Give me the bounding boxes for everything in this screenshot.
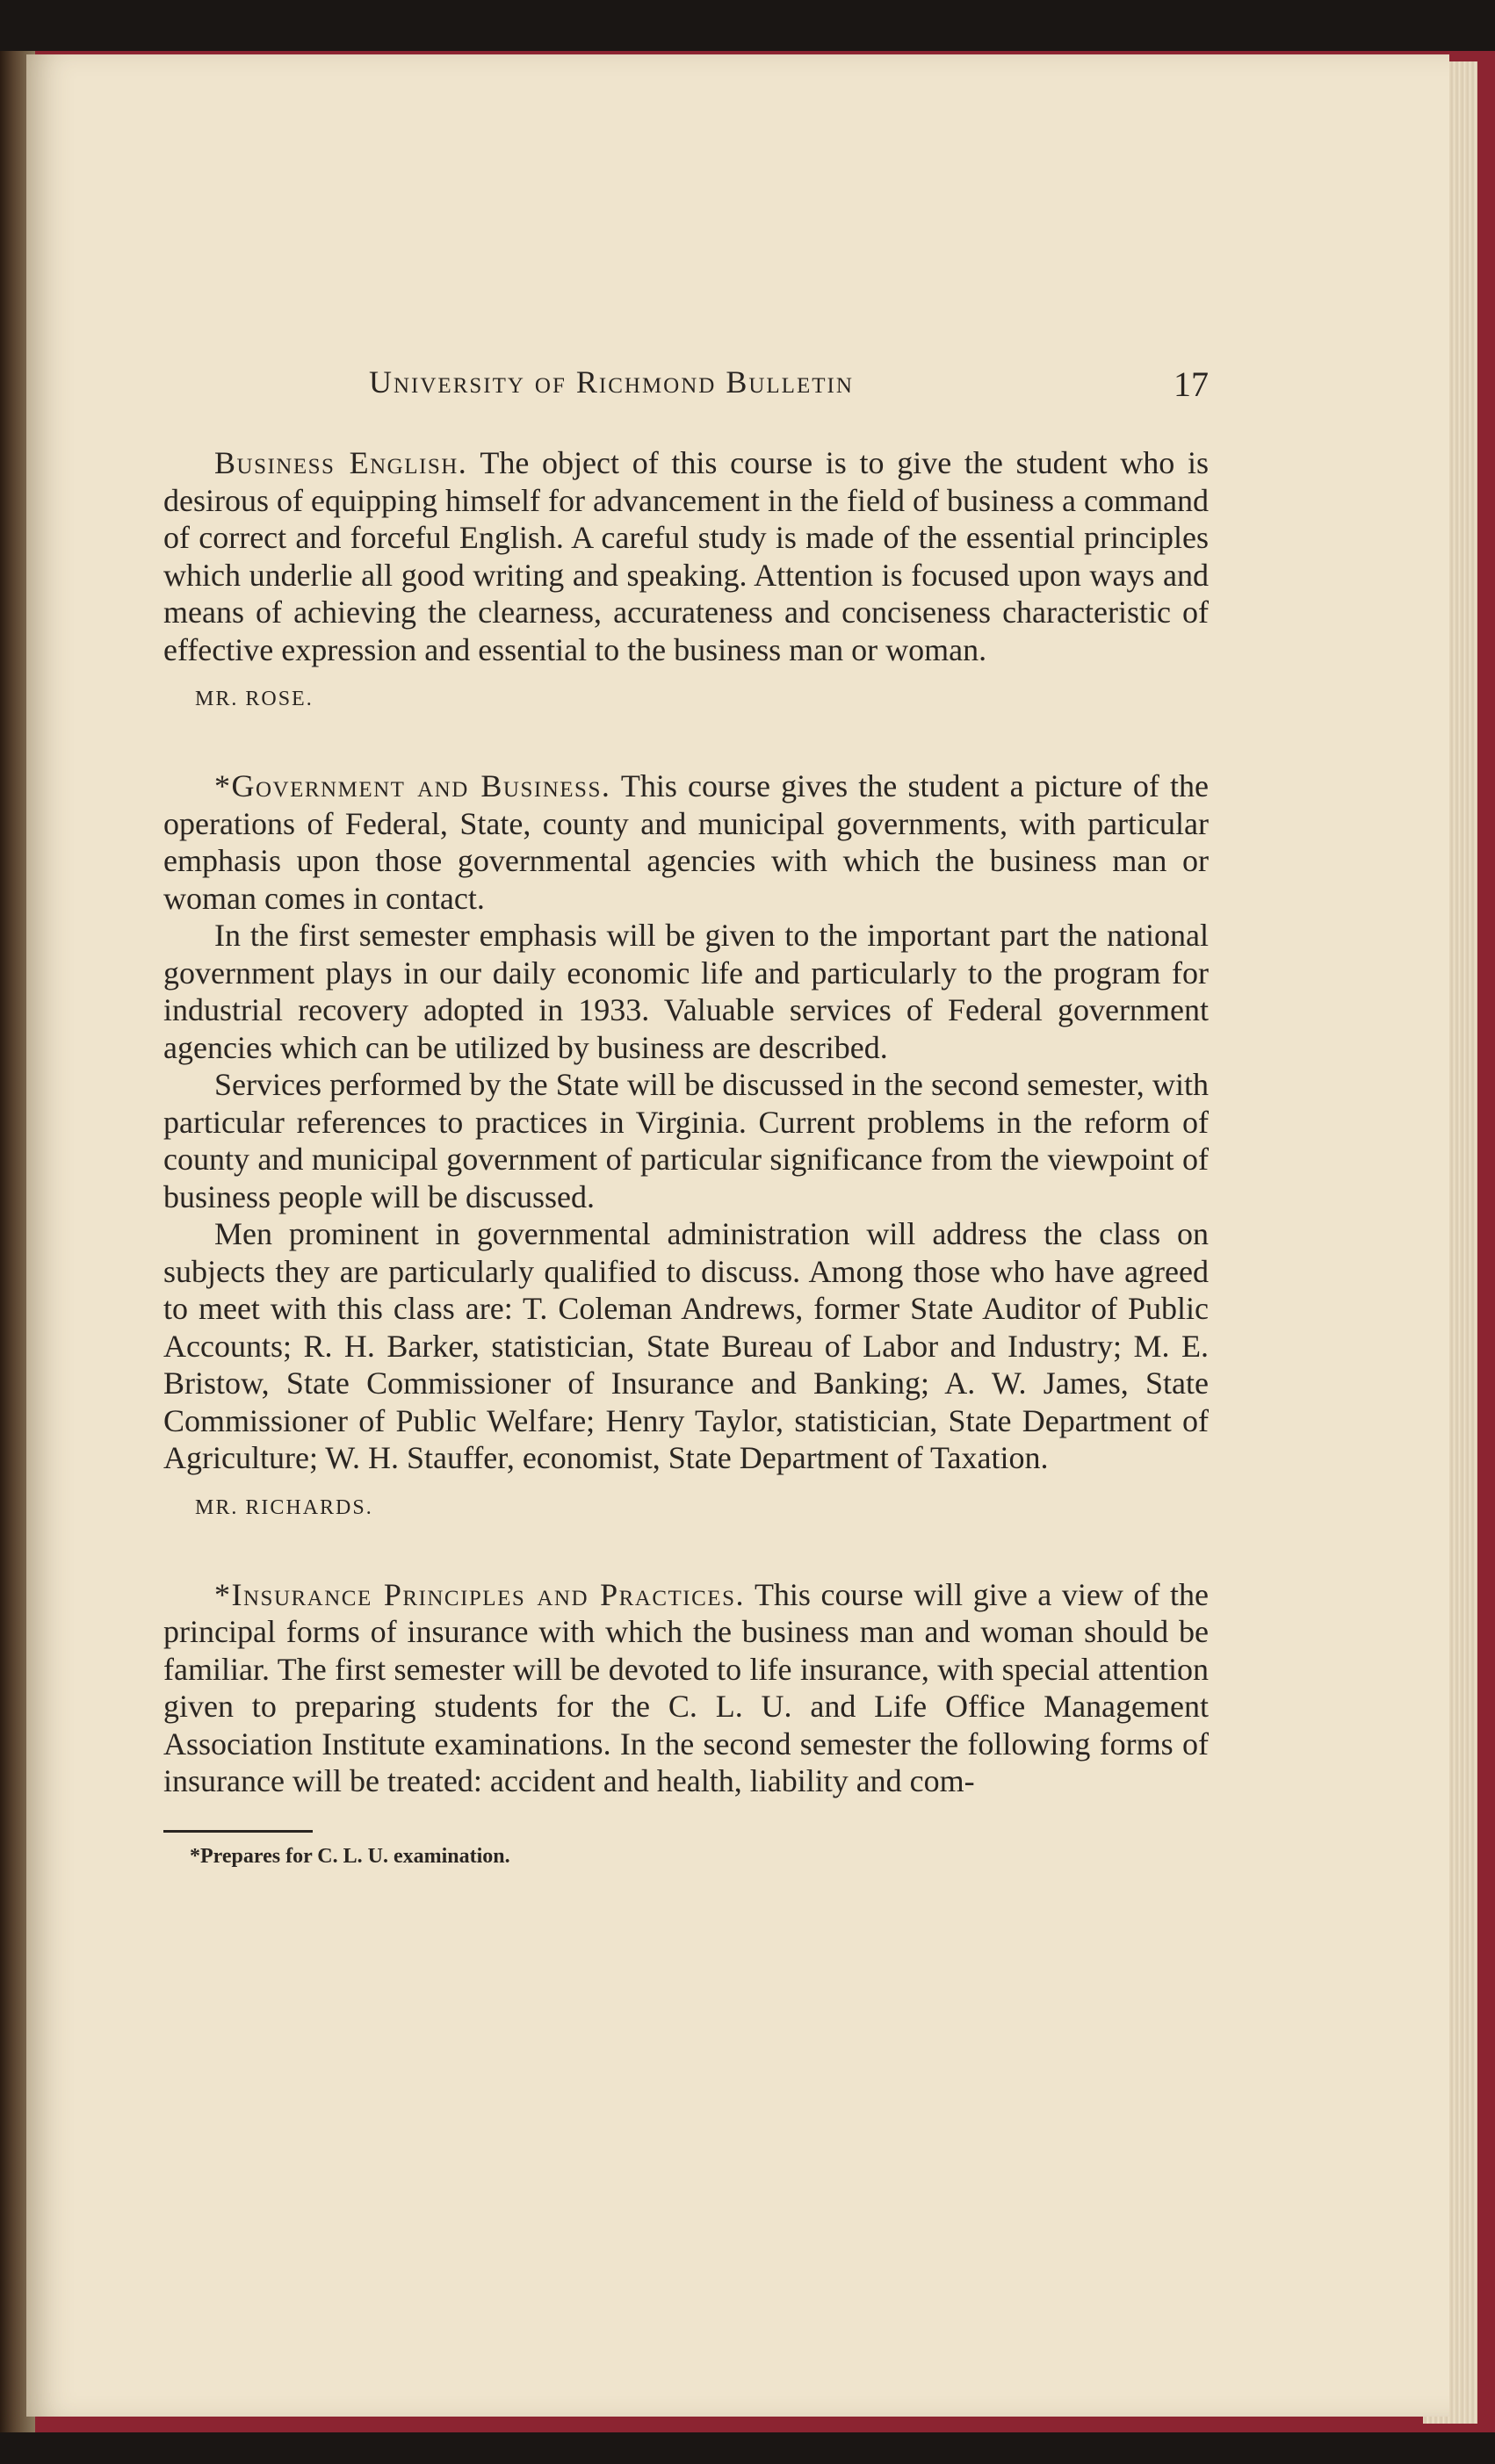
insurance-paragraph-1 xyxy=(163,1576,1209,1800)
course-description: The object of this course is to give the student who is desirous of equipping himself for advancement in the field of business a command of correct and forceful English. A careful study is made of the essential principles which underlie all good writing and speaking. Attention is focused upon ways and means of achieving the clearness, accurateness and conciseness characteristic of effective expression and essential to the business man or woman. xyxy=(163,445,1209,667)
business-english-paragraph xyxy=(163,444,1209,668)
book-page xyxy=(26,54,1449,2417)
course-title: *Government and Business. xyxy=(214,768,611,803)
course-description: This course gives the student a picture of the operations of Federal, State, county and municipal governments, with particular emphasis upon those governmental agencies with which the business man or woman comes in contact. xyxy=(163,768,1209,916)
government-business-paragraph-1 xyxy=(163,767,1209,917)
course-title: *Insurance Principles and Practices. xyxy=(214,1576,745,1612)
instructor-name: MR. ROSE. xyxy=(195,688,314,710)
footnote-rule xyxy=(163,1830,313,1833)
section-business-english xyxy=(163,444,1209,711)
section-insurance xyxy=(163,1576,1209,1800)
footnote: *Prepares for C. L. U. examination. xyxy=(190,1844,510,1868)
government-business-paragraph-2: In the first semester emphasis will be given to the important part the national government plays in our daily economic life and particularly to the program for industrial recovery adopted in 1933. Valuable services of Federal government agencies which can be utilized by business are described. xyxy=(163,918,1209,1065)
instructor-name: MR. RICHARDS. xyxy=(195,1495,373,1519)
running-head: University of Richmond Bulletin xyxy=(369,364,854,400)
page-number: 17 xyxy=(1174,364,1209,404)
government-business-paragraph-4: Men prominent in governmental administration will address the class on subjects they are particularly qualified to discuss. Among those who have agreed to meet with this class are: T. Coleman Andrews, former State Auditor of Public Accounts; R. H. Barker, statistician, State Bureau of Labor and Industry; M. E. Bristow, State Commissioner of Insurance and Banking; A. W. James, State Commissioner of Public Welfare; Henry Taylor, statistician, State Department of Agriculture; W. H. Stauffer, economist, State Department of Taxation. xyxy=(163,1216,1209,1475)
course-description: This course will give a view of the principal forms of insurance with which the business man and woman should be familiar. The first semester will be devoted to life insurance, with special attention given to preparing students for the C. L. U. and Life Office Management Association Institute examinations. In the second semester the following forms of insurance will be treated: accident and health, liability and com- xyxy=(163,1576,1209,1798)
page-header xyxy=(163,353,1209,406)
government-business-paragraph-3: Services performed by the State will be discussed in the second semester, with particular references to practices in Virginia. Current problems in the reform of county and municipal government of particular significance from the viewpoint of business people will be discussed. xyxy=(163,1067,1209,1214)
section-government-business xyxy=(163,767,1209,1520)
course-title: Business English. xyxy=(214,445,468,480)
page-content xyxy=(163,353,1209,1869)
